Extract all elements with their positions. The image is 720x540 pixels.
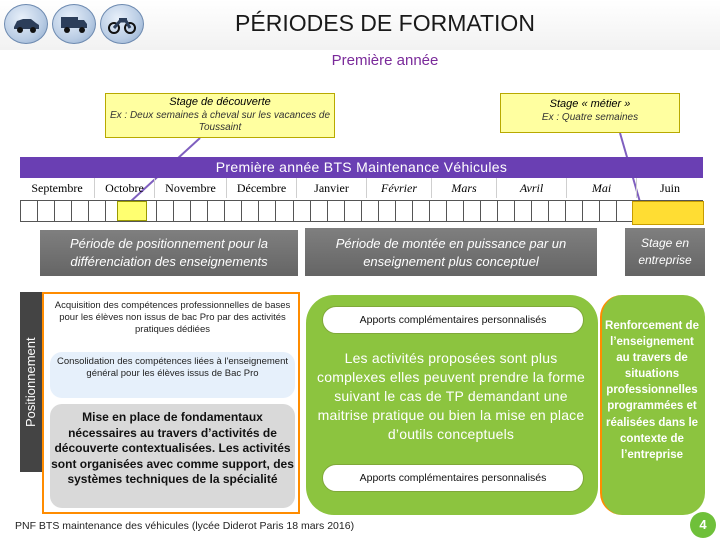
week-cell xyxy=(311,201,328,221)
week-cell xyxy=(276,201,293,221)
week-cell xyxy=(464,201,481,221)
week-cell xyxy=(89,201,106,221)
week-cell xyxy=(294,201,311,221)
week-cell xyxy=(21,201,38,221)
week-cell xyxy=(396,201,413,221)
footer-text: PNF BTS maintenance des véhicules (lycée Diderot Paris 18 mars 2016) xyxy=(15,520,355,532)
timeline-banner: Première année BTS Maintenance Véhicules xyxy=(20,157,703,178)
month-label: Mai xyxy=(567,178,637,198)
phase-positionnement: Période de positionnement pour la différenciation des enseignements xyxy=(40,230,298,276)
week-cell xyxy=(481,201,498,221)
month-label: Janvier xyxy=(297,178,367,198)
middle-text: Les activités proposées sont plus complexes elles peuvent prendre la forme suivant le cas de TP demandant une maitrise pratique ou bien la mise en place d’outils conceptuels xyxy=(317,350,585,442)
month-label: Juin xyxy=(659,181,680,195)
month-label: Septembre xyxy=(20,178,95,198)
week-cell xyxy=(447,201,464,221)
callout-stage-metier xyxy=(500,93,680,133)
phase-stage: Stage en entreprise xyxy=(625,228,705,276)
week-cell xyxy=(345,201,362,221)
week-cell xyxy=(328,201,345,221)
week-cell xyxy=(55,201,72,221)
week-cell xyxy=(157,201,174,221)
week-cell xyxy=(549,201,566,221)
left-box-acquisition: Acquisition des compétences professionnelles de bases pour les élèves non issus de bac Pro par des activités pratiques dédiées xyxy=(50,298,295,348)
page-title: PÉRIODES DE FORMATION xyxy=(235,10,535,36)
page-number: 4 xyxy=(690,512,716,538)
week-cell xyxy=(532,201,549,221)
callout-text: Ex : Quatre semaines xyxy=(541,111,639,123)
month-label: Décembre xyxy=(227,178,297,198)
week-cell xyxy=(583,201,600,221)
week-cell xyxy=(430,201,447,221)
callout-title: Stage « métier » xyxy=(549,98,631,110)
month-label: Novembre xyxy=(155,178,227,198)
week-cell xyxy=(413,201,430,221)
right-text: Renforcement de l’enseignement au travers de situations professionnelles programmées et réalisées dans le contexte de l’entreprise xyxy=(605,320,699,461)
month-label: Février xyxy=(367,178,432,198)
callout-title: Stage de découverte xyxy=(169,96,271,108)
positionnement-label: Positionnement xyxy=(23,337,38,427)
week-cell xyxy=(242,201,259,221)
metier-highlight xyxy=(632,201,704,225)
apports-pill-top: Apports complémentaires personnalisés xyxy=(322,306,584,334)
callout-stage-decouverte xyxy=(105,93,335,138)
week-cell xyxy=(174,201,191,221)
week-cell xyxy=(259,201,276,221)
month-row xyxy=(20,178,703,198)
week-cell xyxy=(72,201,89,221)
week-cell xyxy=(600,201,617,221)
week-cell xyxy=(191,201,208,221)
week-cell xyxy=(515,201,532,221)
left-box-consolidation: Consolidation des compétences liées à l'enseignement général pour les élèves issus de Bac Pro xyxy=(50,352,295,398)
phase-montee: Période de montée en puissance par un enseignement plus conceptuel xyxy=(305,228,597,276)
left-box-fondamentaux: Mise en place de fondamentaux nécessaires au travers d’activités de découverte contextualisées. Les activités sont organisées avec comme support, des systèmes techniques de la spécialité xyxy=(50,404,295,508)
decouverte-highlight xyxy=(117,201,147,221)
apports-pill-bottom: Apports complémentaires personnalisés xyxy=(322,464,584,492)
month-label: Mars xyxy=(432,178,497,198)
week-cell xyxy=(379,201,396,221)
callout-text: Ex : Deux semaines à cheval sur les vacances de Toussaint xyxy=(109,109,331,134)
week-cell xyxy=(566,201,583,221)
month-label: Octobre xyxy=(95,178,155,198)
month-label: Avril xyxy=(497,178,567,198)
week-cell xyxy=(498,201,515,221)
week-cell xyxy=(38,201,55,221)
week-cell xyxy=(225,201,242,221)
week-cell xyxy=(208,201,225,221)
week-cell xyxy=(362,201,379,221)
page-subtitle: Première année xyxy=(331,52,439,69)
